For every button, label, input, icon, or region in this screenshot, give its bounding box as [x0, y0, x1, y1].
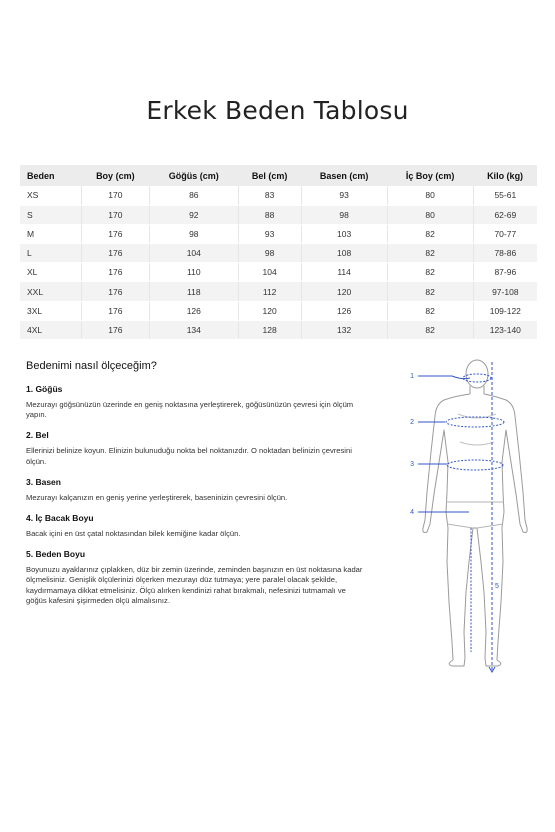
marker-label-4: 4	[410, 509, 414, 516]
table-row	[20, 301, 537, 320]
measurement-guide	[26, 360, 366, 616]
table-row	[20, 186, 537, 205]
body-outline	[423, 360, 527, 666]
column-header-hip: Basen (cm)	[301, 165, 387, 186]
column-header-inseam: İç Boy (cm)	[387, 165, 473, 186]
table-cell: 98	[238, 244, 301, 263]
table-cell: 104	[238, 263, 301, 282]
table-cell: 70-77	[473, 224, 537, 243]
step-title: 1. Göğüs	[26, 384, 63, 394]
table-cell: 86	[149, 186, 238, 205]
guide-step-waist	[26, 430, 366, 466]
table-row	[20, 282, 537, 301]
table-row	[20, 320, 537, 339]
table-cell: 82	[387, 224, 473, 243]
table-cell: 78-86	[473, 244, 537, 263]
guide-step-inseam	[26, 513, 366, 539]
table-cell: 176	[81, 282, 149, 301]
step-title: 4. İç Bacak Boyu	[26, 513, 94, 524]
table-cell: 82	[387, 282, 473, 301]
table-cell: 126	[301, 301, 387, 320]
table-cell: 118	[149, 282, 238, 301]
table-cell: XL	[20, 263, 81, 282]
table-cell: 123-140	[473, 320, 537, 339]
table-cell: 176	[81, 263, 149, 282]
column-header-size: Beden	[20, 165, 81, 186]
table-cell: 80	[387, 205, 473, 224]
table-header-row	[20, 165, 537, 186]
marker-label-2: 2	[410, 419, 414, 426]
table-cell: XXL	[20, 282, 81, 301]
table-cell: 83	[238, 186, 301, 205]
table-cell: 98	[149, 224, 238, 243]
size-chart-table	[20, 165, 537, 340]
marker-labels	[410, 373, 499, 590]
table-cell: 4XL	[20, 320, 81, 339]
table-cell: 82	[387, 244, 473, 263]
column-header-chest: Göğüs (cm)	[149, 165, 238, 186]
table-cell: 109-122	[473, 301, 537, 320]
step-text: Boyunuzu ayaklarınız çıplakken, düz bir zemin üzerinde, zeminden başınızın en üst noktasına kadar ölçmelisiniz. Genişlik ölçülerinizi ölçerken mezurayı düz tutmaya; yere paralel olacak şekilde, kaydırmamaya dikkat etmelisiniz. Ölçü alırken kendinizi rahat bırakmalı, nefesinizi tutmamalı ve göğüs kafesini şişirmeden ölçü almalısınız.	[26, 565, 363, 605]
table-cell: 176	[81, 320, 149, 339]
page-title: Erkek Beden Tablosu	[146, 96, 409, 125]
table-cell: XS	[20, 186, 81, 205]
table-cell: 93	[301, 186, 387, 205]
table-cell: M	[20, 224, 81, 243]
table-cell: 93	[238, 224, 301, 243]
table-cell: 97-108	[473, 282, 537, 301]
marker-label-5: 5	[495, 583, 499, 590]
step-title: 5. Beden Boyu	[26, 549, 86, 560]
table-cell: 80	[387, 186, 473, 205]
table-cell: 126	[149, 301, 238, 320]
table-row	[20, 224, 537, 243]
table-cell: 170	[81, 186, 149, 205]
step-text: Bacak içini en üst çatal noktasından bilek kemiğine kadar ölçün.	[26, 529, 241, 539]
table-row	[20, 263, 537, 282]
guide-step-chest	[26, 384, 366, 420]
table-row	[20, 244, 537, 263]
table-cell: 88	[238, 205, 301, 224]
table-cell: 92	[149, 205, 238, 224]
marker-label-3: 3	[410, 461, 414, 468]
table-cell: 108	[301, 244, 387, 263]
table-cell: 110	[149, 263, 238, 282]
table-row	[20, 205, 537, 224]
table-cell: 112	[238, 282, 301, 301]
step-text: Ellerinizi belinize koyun. Elinizin bulunuduğu nokta bel noktanızdır. O noktadan belinizin çevresini ölçün.	[26, 446, 352, 466]
table-cell: 103	[301, 224, 387, 243]
table-cell: 176	[81, 224, 149, 243]
table-cell: 62-69	[473, 205, 537, 224]
marker-label-1: 1	[410, 373, 414, 380]
table-cell: S	[20, 205, 81, 224]
table-cell: 82	[387, 263, 473, 282]
table-cell: 132	[301, 320, 387, 339]
table-cell: 170	[81, 205, 149, 224]
column-header-weight: Kilo (kg)	[473, 165, 537, 186]
table-cell: 114	[301, 263, 387, 282]
table-cell: 176	[81, 244, 149, 263]
table-cell: 3XL	[20, 301, 81, 320]
table-cell: 134	[149, 320, 238, 339]
table-cell: L	[20, 244, 81, 263]
table-cell: 120	[238, 301, 301, 320]
step-text: Mezurayı kalçanızın en geniş yerine yerleştirerek, baseninizin çevresini ölçün.	[26, 492, 288, 502]
guide-step-height	[26, 549, 366, 606]
table-cell: 104	[149, 244, 238, 263]
step-text: Mezurayı göğsünüzün üzerinde en geniş noktasına yerleştirerek, göğüsünüzün çevresi için ölçüm yapın.	[26, 400, 354, 420]
neck-tape	[463, 374, 491, 382]
step-title: 3. Basen	[26, 476, 61, 487]
waist-tape	[447, 460, 503, 470]
table-cell: 82	[387, 320, 473, 339]
body-measurement-figure	[400, 352, 550, 682]
step-title: 2. Bel	[26, 430, 49, 441]
column-header-height: Boy (cm)	[81, 165, 149, 186]
table-cell: 176	[81, 301, 149, 320]
guide-step-hip	[26, 477, 366, 503]
table-cell: 98	[301, 205, 387, 224]
table-cell: 128	[238, 320, 301, 339]
table-cell: 55-61	[473, 186, 537, 205]
table-cell: 120	[301, 282, 387, 301]
table-cell: 87-96	[473, 263, 537, 282]
column-header-waist: Bel (cm)	[238, 165, 301, 186]
table-cell: 82	[387, 301, 473, 320]
chest-tape	[446, 417, 504, 427]
marker-line	[418, 376, 470, 379]
guide-heading: Bedenimi nasıl ölçeceğim?	[26, 360, 157, 372]
